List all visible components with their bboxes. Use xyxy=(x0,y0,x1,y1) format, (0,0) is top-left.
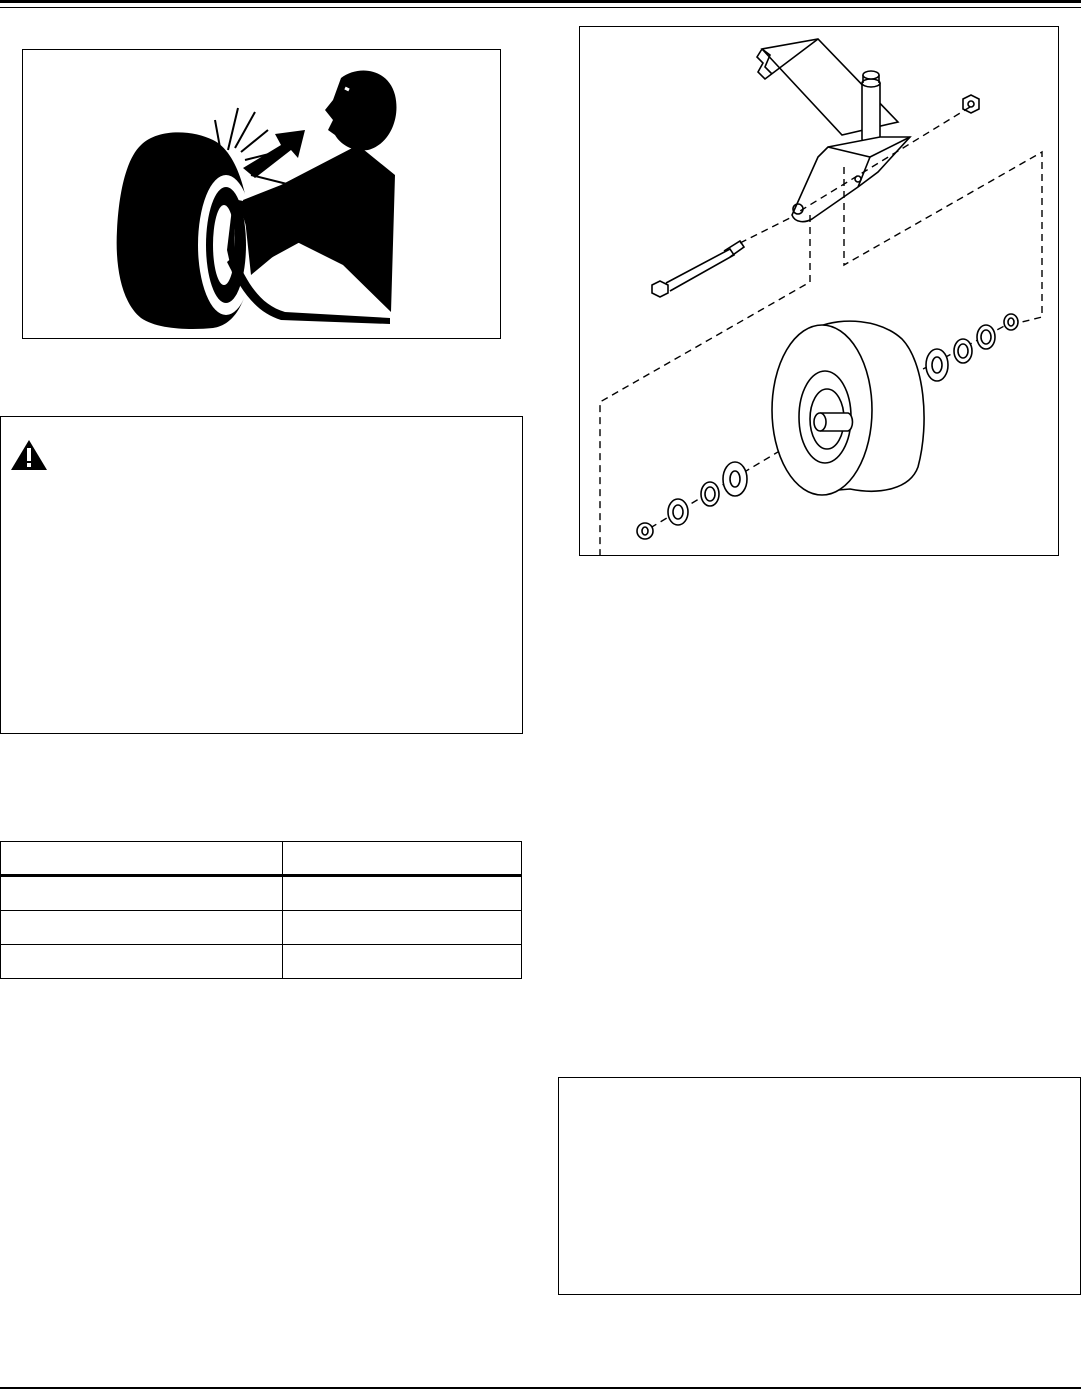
caster-wheel-figure xyxy=(579,26,1059,556)
warning-box xyxy=(0,416,523,734)
table-cell xyxy=(283,911,522,945)
table-cell xyxy=(1,876,283,911)
table-cell xyxy=(283,876,522,911)
table-row xyxy=(1,911,522,945)
spec-table xyxy=(0,841,522,979)
table-cell xyxy=(283,945,522,979)
note-box xyxy=(558,1077,1081,1295)
table-header-row xyxy=(1,842,522,876)
caster-wheel-exploded-view-illustration xyxy=(580,27,1058,555)
tire-explosion-hazard-illustration xyxy=(23,50,500,338)
table-row xyxy=(1,945,522,979)
footer-rule xyxy=(0,1387,1081,1389)
table-cell xyxy=(1,842,283,876)
table-row xyxy=(1,876,522,911)
warning-triangle-icon xyxy=(10,439,48,471)
table-cell xyxy=(1,945,283,979)
tire-hazard-figure xyxy=(22,49,501,339)
table-cell xyxy=(1,911,283,945)
table-cell xyxy=(283,842,522,876)
header-rule xyxy=(0,0,1081,8)
